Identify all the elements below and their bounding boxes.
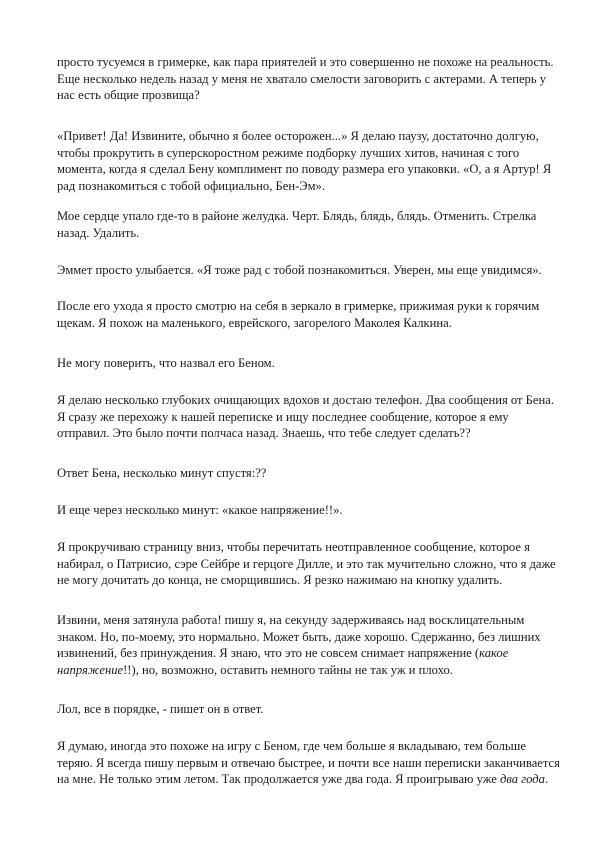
paragraph [57,392,577,442]
paragraph [57,298,577,331]
italic-text: какое [479,646,509,660]
italic-text: напряжение [57,662,124,677]
text-line [57,298,577,315]
paragraph [57,539,577,589]
text-segment: чтобы прокрутить в суперскоростном режиме подборку лучших хитов, начиная с того [57,145,520,160]
text-segment: Я сразу же перехожу к нашей переписке и ищу последнее сообщение, которое я ему [57,409,509,424]
text-line [57,161,577,178]
text-line [57,539,577,556]
text-segment: извинений, без принуждения. Я знаю, что это не совсем снимает напряжение ( [57,646,480,660]
paragraph [57,128,577,194]
text-line [57,465,577,482]
text-segment: момента, когда я сделал Бену комплимент по поводу размера его упаковки. «О, а я Артур! Я [57,162,552,176]
text-segment: на мне. Не только этим летом. Так продолжается уже два года. Я проигрываю уже [57,772,501,786]
text-segment: Не могу поверить, что назвал его Беном. [57,356,275,370]
paragraph [57,465,577,482]
text-line [57,755,577,772]
italic-text: два года [500,772,545,786]
text-line [57,572,577,589]
text-line [57,315,577,332]
text-segment: «Привет! Да! Извините, обычно я более осторожен...» Я делаю паузу, достаточно долгую, [57,129,539,143]
text-segment: Еще несколько недель назад у меня не хватало смелости заговорить с актерами. А теперь у [57,71,547,86]
text-line [57,208,577,225]
text-line [57,556,577,573]
text-segment: не могу дочитать до конца, не сморщившись. Я резко нажимаю на кнопку удалить. [57,573,503,587]
text-line [57,738,577,755]
paragraph [57,54,577,104]
text-line [57,662,577,679]
text-line [57,225,577,242]
text-segment: назад. Удалить. [57,225,140,240]
text-segment: И еще через несколько минут: «какое напряжение!!». [57,503,343,517]
text-segment: !!), но, возможно, оставить немного тайны не так уж и плохо. [123,662,453,677]
text-segment: знаком. Но, по-моему, это нормально. Может быть, даже хорошо. Сдержанно, без лишних [57,629,541,644]
text-line [57,145,577,162]
paragraph [57,612,577,678]
text-segment: рад познакомиться с тобой официально, Бен-Эм». [57,178,325,193]
text-segment: После его ухода я просто смотрю на себя в зеркало в гримерке, прижимая руки к горячим [57,299,540,313]
text-line [57,409,577,426]
text-line [57,645,577,662]
text-segment: щекам. Я похож на маленького, еврейского, загорелого Маколея Калкина. [57,315,452,330]
text-line [57,629,577,646]
text-line [57,771,577,788]
paragraph [57,701,577,718]
text-line [57,54,577,71]
text-line [57,612,577,629]
text-line [57,178,577,195]
text-line [57,502,577,519]
text-line [57,262,577,279]
text-segment: набирал, о Патрисио, сэре Сейбре и герцоге Дилле, и это так мучительно сложно, что я даже [57,556,556,571]
paragraph [57,208,577,241]
paragraph [57,738,577,788]
text-line [57,71,577,88]
text-line [57,355,577,372]
text-segment: . [544,772,549,786]
text-segment: Мое сердце упало где-то в районе желудка. Черт. Блядь, блядь, блядь. Отменить. Стрелка [57,209,537,223]
text-segment: Я делаю несколько глубоких очищающих вдохов и достаю телефон. Два сообщения от Бена. [57,393,554,407]
paragraph [57,262,577,279]
text-segment: Ответ Бена, несколько минут спустя:?? [57,466,267,480]
text-segment: нас есть общие прозвища? [57,88,200,102]
text-segment: Эммет просто улыбается. «Я тоже рад с тобой познакомиться. Уверен, мы еще увидимся». [57,263,542,277]
text-segment: Извини, меня затянула работа! пишу я, на секунду задерживаясь над восклицательным [57,613,525,627]
text-line [57,87,577,104]
text-segment: теряю. Я всегда пишу первым и отвечаю быстрее, и почти все наши переписки заканчивается [57,755,560,770]
text-segment: Лол, все в порядке, - пишет он в ответ. [57,702,264,716]
text-segment: Я прокручиваю страницу вниз, чтобы перечитать неотправленное сообщение, которое я [57,540,530,554]
text-line [57,128,577,145]
text-line [57,701,577,718]
paragraph [57,355,577,372]
paragraph [57,502,577,519]
text-line [57,392,577,409]
text-segment: отправил. Это было почти полчаса назад. Знаешь, что тебе следует сделать?? [57,426,471,440]
text-segment: Я думаю, иногда это похоже на игру с Беном, где чем больше я вкладываю, тем больше [57,739,526,753]
text-segment: просто тусуемся в гримерке, как пара приятелей и это совершенно не похоже на реальность. [57,55,554,69]
text-line [57,425,577,442]
